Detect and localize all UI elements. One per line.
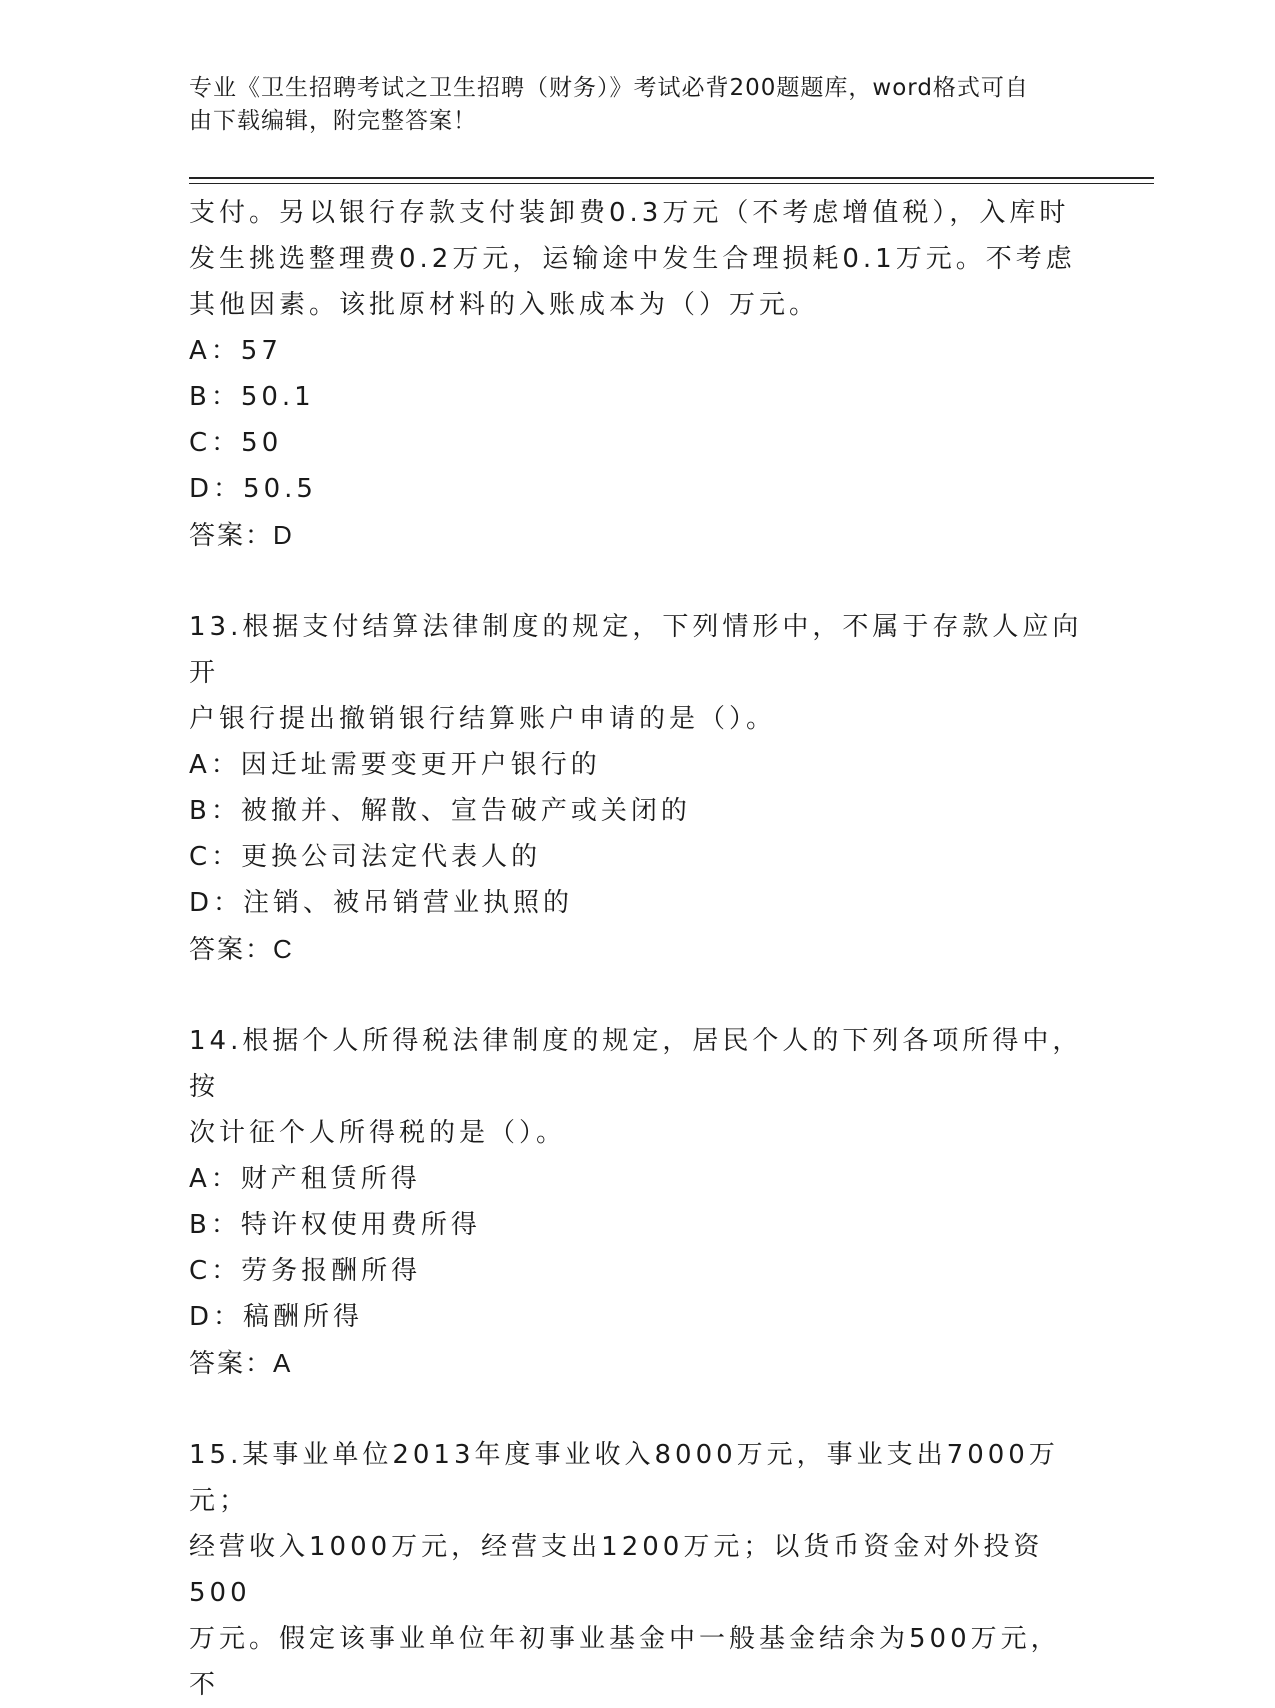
header-line-1: 专业《卫生招聘考试之卫生招聘（财务）》考试必背200题题库，word格式可自 [189,75,1029,101]
spacer [189,558,1089,604]
question-text-line: 次计征个人所得税的是（）。 [189,1118,567,1148]
question-text-line: 万元。假定该事业单位年初事业基金中一般基金结余为500万元，不 [189,1624,1061,1700]
document-body [189,190,1089,1708]
question-12 [189,190,1089,558]
question-13 [189,604,1089,972]
question-text-line: 15.某事业单位2013年度事业收入8000万元，事业支出7000万元； [189,1440,1059,1516]
question-text-line: 经营收入1000万元，经营支出1200万元；以货币资金对外投资500 [189,1532,1044,1608]
question-15 [189,1432,1089,1708]
spacer [189,972,1089,1018]
option-c: C：劳务报酬所得 [189,1256,422,1286]
header-divider-thick [189,177,1154,179]
option-d: D：注销、被吊销营业执照的 [189,888,574,918]
answer-line: 答案：D [189,520,294,550]
header-divider-thin [189,183,1154,184]
answer-line: 答案：A [189,1348,293,1378]
question-text-line: 支付。另以银行存款支付装卸费0.3万元（不考虑增值税），入库时 [189,198,1070,228]
question-14 [189,1018,1089,1386]
option-a: A：财产租赁所得 [189,1164,421,1194]
question-text-line: 13.根据支付结算法律制度的规定，下列情形中，不属于存款人应向开 [189,612,1083,688]
question-text-line: 发生挑选整理费0.2万元，运输途中发生合理损耗0.1万元。不考虑 [189,244,1076,274]
option-a: A：57 [189,336,282,366]
option-a: A：因迁址需要变更开户银行的 [189,750,601,780]
option-b: B：特许权使用费所得 [189,1210,481,1240]
option-c: C：更换公司法定代表人的 [189,842,542,872]
question-text-line: 户银行提出撤销银行结算账户申请的是（）。 [189,704,777,734]
question-text-line: 14.根据个人所得税法律制度的规定，居民个人的下列各项所得中，按 [189,1026,1083,1102]
answer-line: 答案：C [189,934,294,964]
spacer [189,1386,1089,1432]
option-c: C：50 [189,428,283,458]
option-d: D：50.5 [189,474,317,504]
option-b: B：50.1 [189,382,315,412]
option-d: D：稿酬所得 [189,1302,364,1332]
header-line-2: 由下载编辑，附完整答案！ [189,108,477,134]
document-header [189,72,1069,138]
option-b: B：被撤并、解散、宣告破产或关闭的 [189,796,691,826]
question-text-line: 其他因素。该批原材料的入账成本为（）万元。 [189,290,820,320]
